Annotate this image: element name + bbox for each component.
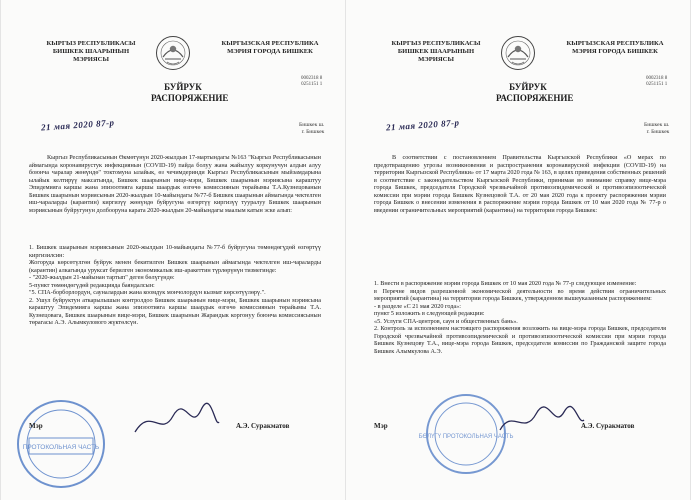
header-right: КЫРГЫЗСКАЯ РЕСПУБЛИКА МЭРИЯ ГОРОДА БИШКЕК <box>566 40 664 55</box>
state-emblem-icon <box>500 35 536 71</box>
state-emblem-icon <box>155 35 191 71</box>
signature-title: Мэр <box>374 422 388 430</box>
signature-icon <box>131 402 221 442</box>
handwritten-date: 21 мая 2020 87-р <box>385 117 460 133</box>
signature-title: Мэр <box>29 422 43 430</box>
signature-icon <box>496 402 586 442</box>
order-text: 1. Бишкек шаарынын мэриясынын 2020-жылдын 10-майындагы №77-б буйругуна төмөндөгүдөй өзгөртүү киргизилсин: Жогоруда көрсөтүлгөн буйрук менен бекитилген Бишкек шаарынын аймагында чектелген иш-чараларды (карантин) алкагында уруксат берилген экономикалык иш-аракеттин түрлөрүнүн тизмегинде: - "2020-жылдын 21-майынан тартып" деген бөлүгүндө: 5-пункт төмөндөгүдөй редакцияда баяндалсын: "5. СПА-борборлордун, сауналардын жана коомдук мончолордун кызмат көрсөтүүлөрү.". 2. Ушул буйруктун аткарылышын контролдоо Бишкек шаарынын вице-мэри, Бишкек шаарынын мэриясына караштуу Эпидемияга каршы жана эпизоотияга каршы шаардык өзгөчө комиссиянын төрайымы Т.А. Кузнецовага, Бишкек шаарынын вице-мэри, Бишкек шаарынын Жарандык коргонуу боюнча комиссиясынын төрагасы А.Э. Алымкулового жүктөлсүн. <box>29 244 321 327</box>
document-place: Бишкек ш. г. Бишкек <box>644 122 670 135</box>
header-right: КЫРГЫЗСКАЯ РЕСПУБЛИКА МЭРИЯ ГОРОДА БИШКЕК <box>221 40 319 55</box>
signature-name: А.Э. Суракматов <box>581 422 635 430</box>
header-left: КЫРГЫЗ РЕСПУБЛИКАСЫ БИШКЕК ШААРЫНЫН МЭРИЯСЫ <box>46 40 136 63</box>
svg-text:БӨЛҮГҮ ПРОТОКОЛЬНАЯ ЧАСТЬ: БӨЛҮГҮ ПРОТОКОЛЬНАЯ ЧАСТЬ <box>418 434 514 440</box>
document-codes: 0002318 8 0251151 1 <box>646 76 668 87</box>
signature-name: А.Э. Суракматов <box>236 422 290 430</box>
document-codes: 0002318 8 0251151 1 <box>301 76 323 87</box>
preamble-text: В соответствии с постановлением Правительства Кыргызской Республики «О мерах по предотвращению угрозы возникновения и распространения коронавирусной инфекции (COVID-19) на территории Кыргызской Республики» от 17 марта 2020 года № 163, в целях приведения собственных решений в соответствие с законодательством Кыргызской Республики, принимая во внимание справку вице-мэра города Бишкек, председателя Городской чрезвычайной противоэпидемической и противоэпизоотической комиссии при мэрии города Бишкек Кузнецовой Т.А. от 20 мая 2020 года к проекту распоряжения мэрии города Бишкек о внесении изменения в распоряжение мэрии города Бишкек от 10 мая 2020 года № 77-р о введении ограничительных мероприятий (карантина) на территории города Бишкек: <box>374 154 666 214</box>
document-place: Бишкек ш. г. Бишкек <box>299 122 325 135</box>
stamp-icon <box>15 398 107 490</box>
handwritten-date: 21 мая 2020 87-р <box>40 117 115 133</box>
order-text: 1. Внести в распоряжение мэрии города Бишкек от 10 мая 2020 года № 77-р следующее изменение: в Перечне видов разрешенной экономической деятельности во время действия ограничительных мероприятий (карантина) на территории города Бишкек, утвержденном вышеуказанным распоряжением: - в разделе «С 21 мая 2020 года»: пункт 5 изложить в следующей редакции: «5. Услуги СПА-центров, саун и общественных бань». 2. Контроль за исполнением настоящего распоряжения возложить на вице-мэра города Бишкек, председателя Городской чрезвычайной противоэпидемической и противоэпизоотической комиссии при мэрии города Бишкек Кузнецову Т.А., вице-мэра города Бишкек, председателя комиссии по Гражданской защите города Бишкек Алымкулова А.Э. <box>374 280 666 355</box>
document-russian <box>345 0 691 500</box>
preamble-text: Кыргыз Республикасынын Өкмөтүнүн 2020-жылдын 17-мартындагы №163 "Кыргыз Республикасынын аймагында коронавирустук инфекциянын (COVID-19) пайда болуу жана жайылуу коркунучун алдын алуу боюнча чаралар жөнүндө" токтомуна ылайык, өз чечимдеринди Кыргыз Республикасынын мыйзамдарына ылайык келтирүү максатында, Бишкек шаарынын вице-мэри, Бишкек шаарынын мэриясына караштуу Эпидемияга каршы жана эпизоотияга каршы шаардык өзгөчө комиссиянын төрайымы Т.А.Кузнецованын Бишкек шаарынын мэриясынын 2020-жылдын 10-майындагы №77-б Бишкек шаарынын аймагында чектелген иш-чараларды (карантин) киргизүү жөнүндө буйругуна өзгөртүү киргизүү тууралуу Бишкек шаарынын мэриясынын буйругунун долбооруна карата 2020-жылдын 20-майындагы маалым катын эске алып: <box>29 154 321 214</box>
document-title: БУЙРУК РАСПОРЯЖЕНИЕ <box>151 82 229 103</box>
header-left: КЫРГЫЗ РЕСПУБЛИКАСЫ БИШКЕК ШААРЫНЫН МЭРИЯСЫ <box>391 40 481 63</box>
svg-text:ПРОТОКОЛЬНАЯ ЧАСТЬ: ПРОТОКОЛЬНАЯ ЧАСТЬ <box>22 444 100 451</box>
document-title: БУЙРУК РАСПОРЯЖЕНИЕ <box>496 82 574 103</box>
